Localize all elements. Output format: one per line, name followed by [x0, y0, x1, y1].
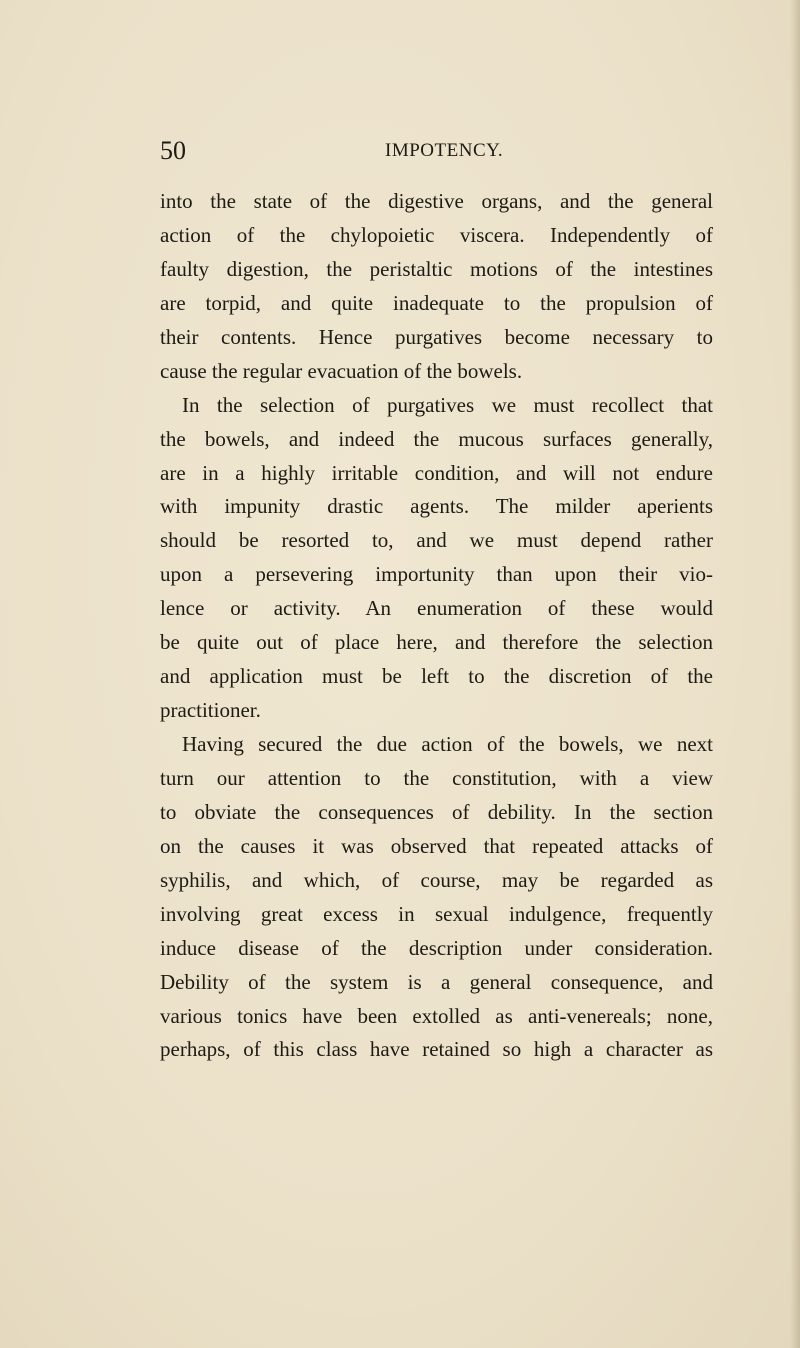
text-line: cause the regular evacuation of the bowels. — [160, 358, 523, 383]
text-line: and application must be left to the discretion of the — [160, 664, 713, 689]
text-line: are torpid, and quite inadequate to the propulsion of — [160, 290, 713, 315]
text-line: their contents. Hence purgatives become necessary to — [160, 324, 713, 349]
text-line: be quite out of place here, and therefore the selection — [160, 630, 713, 655]
text-line: involving great excess in sexual indulgence, frequently — [160, 901, 713, 926]
text-line: syphilis, and which, of course, may be regarded as — [160, 867, 713, 892]
text-line: upon a persevering importunity than upon their vio- — [160, 562, 713, 587]
text-line: various tonics have been extolled as anti-venereals; none, — [160, 1003, 713, 1028]
text-line: lence or activity. An enumeration of these would — [160, 596, 713, 621]
text-line: on the causes it was observed that repeated attacks of — [160, 833, 713, 858]
text-line: to obviate the consequences of debility. In the section — [160, 799, 713, 824]
text-line: Debility of the system is a general consequence, and — [160, 969, 713, 994]
text-line: induce disease of the description under consideration. — [160, 935, 713, 960]
text-line: action of the chylopoietic viscera. Independently of — [160, 222, 713, 247]
running-title: IMPOTENCY. — [385, 140, 504, 161]
text-line: turn our attention to the constitution, with a view — [160, 765, 713, 790]
running-head — [160, 136, 713, 166]
text-line: should be resorted to, and we must depend rather — [160, 528, 713, 553]
text-line: practitioner. — [160, 698, 261, 723]
page-number: 50 — [160, 136, 186, 165]
text-line: into the state of the digestive organs, and the general — [160, 189, 713, 213]
body-text — [160, 185, 713, 1067]
text-line: with impunity drastic agents. The milder aperients — [160, 494, 713, 519]
text-line: perhaps, of this class have retained so high a character as — [160, 1037, 713, 1062]
paragraph-start-line: Having secured the due action of the bowels, we next — [182, 732, 713, 756]
text-line: faulty digestion, the peristaltic motions of the intestines — [160, 256, 713, 281]
text-line: the bowels, and indeed the mucous surfaces generally, — [160, 426, 713, 451]
text-line: are in a highly irritable condition, and will not endure — [160, 460, 713, 485]
paragraph-start-line: In the selection of purgatives we must recollect that — [182, 392, 713, 417]
page-edge-shadow — [790, 0, 800, 1348]
